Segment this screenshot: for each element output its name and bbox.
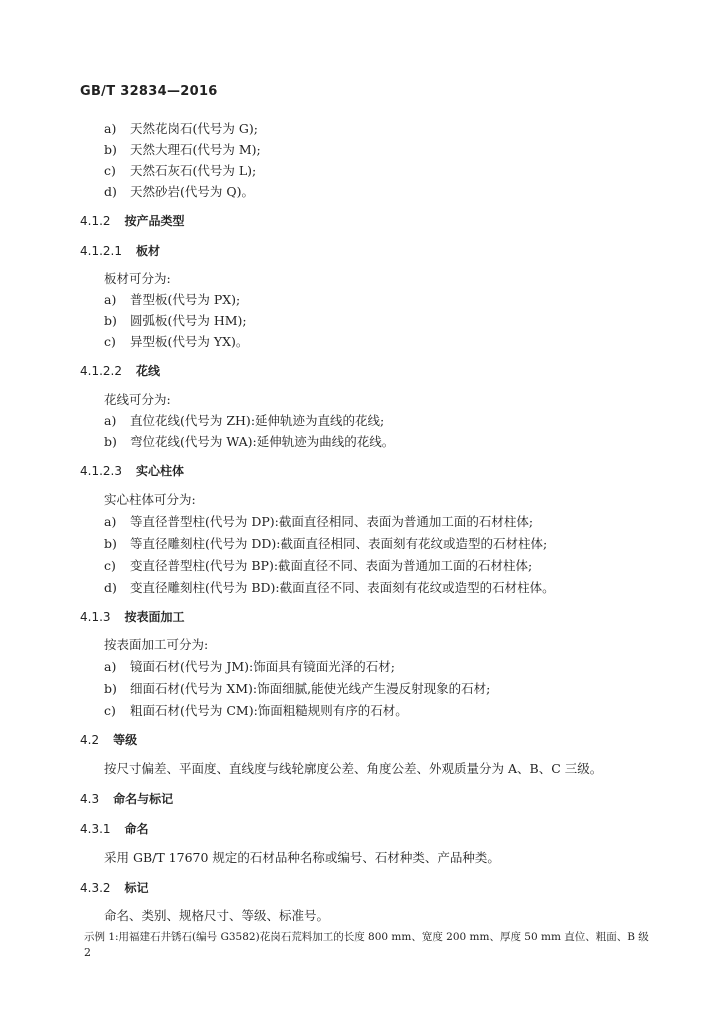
section-number: 4.1.2.2	[80, 364, 122, 378]
section-heading	[80, 879, 149, 896]
section-title: 按产品类型	[124, 214, 185, 228]
section-title: 命名与标记	[113, 792, 174, 806]
paragraph: 板材可分为:	[104, 271, 171, 286]
section-heading	[80, 790, 173, 807]
list-text: 异型板(代号为 YX)。	[130, 334, 249, 349]
list-item	[104, 557, 532, 575]
paragraph: 花线可分为:	[104, 392, 171, 407]
section-title: 实心柱体	[135, 464, 184, 478]
list-text: 天然石灰石(代号为 L);	[130, 163, 257, 178]
list-marker: c)	[104, 558, 116, 573]
list-item	[104, 312, 247, 330]
list-text: 镜面石材(代号为 JM):饰面具有镜面光泽的石材;	[130, 659, 395, 674]
list-marker: c)	[104, 334, 116, 349]
list-marker: b)	[104, 313, 117, 328]
list-item	[104, 579, 555, 597]
section-number: 4.1.2.3	[80, 464, 122, 478]
section-number: 4.2	[80, 733, 100, 747]
list-marker: b)	[104, 681, 117, 696]
list-text: 等直径雕刻柱(代号为 DD):截面直径相同、表面刻有花纹或造型的石材柱体;	[130, 536, 548, 551]
section-heading	[80, 820, 149, 837]
list-marker: a)	[104, 413, 117, 428]
list-text: 圆弧板(代号为 HM);	[130, 313, 247, 328]
list-item	[104, 433, 394, 451]
section-title: 按表面加工	[124, 610, 185, 624]
list-item	[104, 183, 254, 201]
section-number: 4.3.1	[80, 822, 111, 836]
list-text: 粗面石材(代号为 CM):饰面粗糙规则有序的石材。	[130, 703, 408, 718]
list-text: 弯位花线(代号为 WA):延伸轨迹为曲线的花线。	[130, 434, 395, 449]
list-marker: a)	[104, 292, 117, 307]
paragraph: 采用 GB/T 17670 规定的石材品种名称或编号、石材种类、产品种类。	[104, 850, 500, 865]
list-marker: c)	[104, 703, 116, 718]
standard-header: GB/T 32834—2016	[80, 84, 218, 99]
list-marker: a)	[104, 659, 117, 674]
section-title: 等级	[113, 733, 138, 747]
list-text: 普型板(代号为 PX);	[130, 292, 241, 307]
list-marker: c)	[104, 163, 116, 178]
section-title: 花线	[135, 364, 160, 378]
list-item	[104, 333, 248, 351]
list-text: 细面石材(代号为 XM):饰面细腻,能使光线产生漫反射现象的石材;	[130, 681, 491, 696]
list-text: 变直径雕刻柱(代号为 BD):截面直径不同、表面刻有花纹或造型的石材柱体。	[130, 580, 555, 595]
list-item	[104, 162, 256, 180]
list-marker: a)	[104, 514, 117, 529]
section-title: 命名	[124, 822, 149, 836]
section-heading	[80, 731, 137, 748]
section-number: 4.1.2.1	[80, 244, 122, 258]
list-item	[104, 658, 395, 676]
list-item	[104, 291, 240, 309]
paragraph: 按表面加工可分为:	[104, 637, 209, 652]
list-marker: b)	[104, 536, 117, 551]
section-number: 4.3.2	[80, 881, 111, 895]
section-heading	[80, 608, 185, 625]
list-marker: b)	[104, 434, 117, 449]
section-heading	[80, 462, 184, 479]
section-number: 4.1.3	[80, 610, 111, 624]
section-title: 标记	[124, 881, 149, 895]
example-note: 示例 1:用福建石井锈石(编号 G3582)花岗石荒料加工的长度 800 mm、宽度 200 mm、厚度 50 mm 直位、粗面、B 级	[84, 931, 649, 943]
paragraph: 命名、类别、规格尺寸、等级、标准号。	[104, 908, 330, 923]
list-item	[104, 680, 490, 698]
list-item	[104, 702, 408, 720]
section-number: 4.1.2	[80, 214, 111, 228]
list-item	[104, 412, 384, 430]
list-text: 直位花线(代号为 ZH):延伸轨迹为直线的花线;	[130, 413, 385, 428]
section-number: 4.3	[80, 792, 100, 806]
list-item	[104, 513, 533, 531]
list-item	[104, 535, 547, 553]
section-heading	[80, 362, 160, 379]
section-heading	[80, 242, 160, 259]
list-item	[104, 141, 261, 159]
paragraph: 按尺寸偏差、平面度、直线度与线轮廓度公差、角度公差、外观质量分为 A、B、C 三级。	[104, 761, 603, 776]
section-heading	[80, 212, 185, 229]
list-text: 天然大理石(代号为 M);	[130, 142, 261, 157]
list-marker: a)	[104, 121, 117, 136]
list-item	[104, 120, 258, 138]
list-text: 天然砂岩(代号为 Q)。	[130, 184, 254, 199]
list-text: 天然花岗石(代号为 G);	[130, 121, 258, 136]
paragraph: 实心柱体可分为:	[104, 492, 196, 507]
list-text: 变直径普型柱(代号为 BP):截面直径不同、表面为普通加工面的石材柱体;	[130, 558, 533, 573]
page-number: 2	[84, 946, 91, 959]
section-title: 板材	[135, 244, 160, 258]
list-text: 等直径普型柱(代号为 DP):截面直径相同、表面为普通加工面的石材柱体;	[130, 514, 534, 529]
list-marker: d)	[104, 184, 117, 199]
list-marker: b)	[104, 142, 117, 157]
list-marker: d)	[104, 580, 117, 595]
